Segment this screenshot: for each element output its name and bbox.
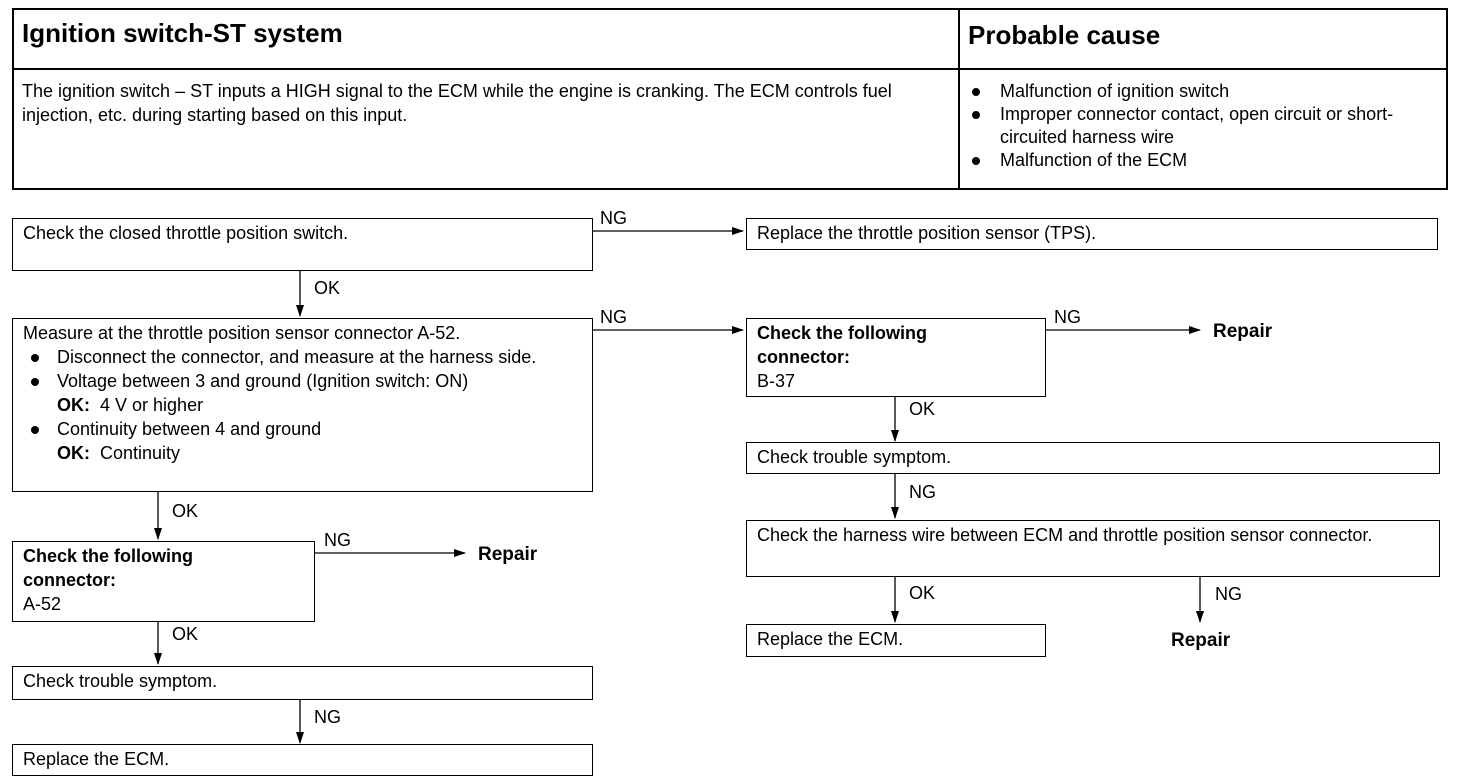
repair-label: Repair: [1171, 630, 1231, 651]
system-title: Ignition switch-ST system: [22, 18, 343, 48]
step-measure-connector-a52: Measure at the throttle position sensor connector A-52. Disconnect the connector, and measure at the harness side. Voltage between 3 and ground (Ignition switch: ON) OK: 4 V or higher Continuity between 4 and ground OK: Continuity: [12, 318, 593, 492]
step-check-trouble-right: Check trouble symptom.: [746, 442, 1440, 474]
measure-step: Voltage between 3 and ground (Ignition switch: ON) OK: 4 V or higher: [23, 369, 582, 417]
step-check-connector-a52: Check the following connector: A-52: [12, 541, 315, 622]
step-check-harness-wire: Check the harness wire between ECM and throttle position sensor connector.: [746, 520, 1440, 577]
label-ok: OK: [314, 278, 341, 298]
label-ng: NG: [600, 208, 627, 228]
measure-steps: [23, 345, 582, 465]
step-check-trouble-left: Check trouble symptom.: [12, 666, 593, 700]
label-ng: NG: [909, 482, 936, 502]
bullet-icon: [31, 426, 39, 434]
cause-item: Malfunction of the ECM: [966, 149, 1442, 172]
measure-step: Disconnect the connector, and measure at the harness side.: [23, 345, 582, 369]
label-ng: NG: [324, 530, 351, 550]
repair-label: Repair: [478, 544, 538, 565]
cause-item: Improper connector contact, open circuit or short-circuited harness wire: [966, 103, 1442, 149]
label-ng: NG: [600, 307, 627, 327]
label-ok: OK: [909, 399, 936, 419]
step-check-closed-throttle: Check the closed throttle position switch.: [12, 218, 593, 271]
step-replace-tps: Replace the throttle position sensor (TPS).: [746, 218, 1438, 250]
cause-item: Malfunction of ignition switch: [966, 80, 1442, 103]
label-ok: OK: [172, 624, 199, 644]
label-ok: OK: [909, 583, 936, 603]
step-replace-ecm-left: Replace the ECM.: [12, 744, 593, 776]
label-ng: NG: [1215, 584, 1242, 604]
label-ng: NG: [1054, 307, 1081, 327]
label-ok: OK: [172, 501, 199, 521]
bullet-icon: [31, 378, 39, 386]
label-ng: NG: [314, 707, 341, 727]
step-replace-ecm-right: Replace the ECM.: [746, 624, 1046, 657]
repair-label: Repair: [1213, 321, 1273, 342]
system-description: The ignition switch – ST inputs a HIGH signal to the ECM while the engine is cranking. The ECM controls fuel injection, etc. during starting based on this input.: [22, 81, 892, 125]
measure-step: Continuity between 4 and ground OK: Continuity: [23, 417, 582, 465]
step-check-connector-b37: Check the following connector: B-37: [746, 318, 1046, 397]
probable-cause-title: Probable cause: [968, 20, 1161, 50]
bullet-icon: [31, 354, 39, 362]
